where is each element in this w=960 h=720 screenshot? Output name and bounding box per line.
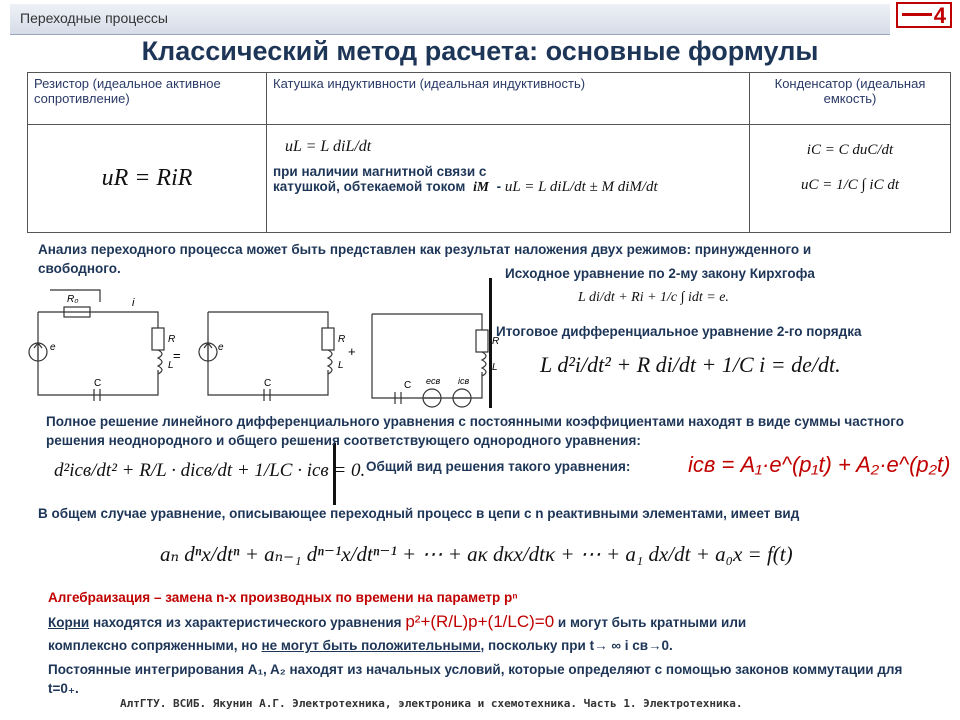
roots-text-3: комплексно сопряженными, но [48,638,258,653]
label-e-2: e [218,342,224,353]
label-c-3: C [404,380,412,391]
label-c: C [94,378,102,389]
circuit-full [29,290,181,401]
resistor-cell [28,125,267,233]
roots-text-1: находятся из характеристического уравнения [92,615,402,630]
r-resistor [152,328,164,350]
mutual-note-2: катушкой, обтекаемой током [273,179,466,194]
circuit-diagrams [20,280,500,415]
label-e: e [50,342,56,353]
general-solution-form: iсв = A₁·e^(p₁t) + A₂·e^(p₂t) [688,452,951,477]
capacitor-header: Конденсатор (идеальная емкость) [750,73,951,125]
label-l-2: L [338,360,344,371]
equal-sign: = [173,348,181,363]
roots-underlined: не могут быть положительными [261,638,481,653]
label-l: L [168,360,174,371]
capacitor-cell [750,125,951,233]
analysis-text: Анализ переходного процесса может быть представлен как результат наложения двух режимов: принужденного и свободного. [38,242,812,276]
section-title: Переходные процессы [20,10,168,26]
general-case-equation: aₙ dⁿx/dtⁿ + aₙ₋₁ dⁿ⁻¹x/dtⁿ⁻¹ + ⋯ + aκ dκx/dtκ + ⋯ + a₁ dx/dt + a₀x = f(t) [160,542,793,566]
resistor-formula: uR = RiR [101,165,193,191]
capacitor-formula-voltage: uC = 1/C ∫ iC dt [801,177,899,193]
roots-text-2: и могут быть кратными или [557,615,747,630]
label-r0: R₀ [67,294,79,305]
mutual-current: iM [473,179,489,194]
roots-text-4: , поскольку при t→ ∞ i св→0. [480,638,673,653]
label-i: i [132,297,135,309]
separator-1 [489,278,492,408]
label-i-sv: iсв [458,376,470,386]
mutual-note-1: при наличии магнитной связи с [273,164,487,179]
resistor-header: Резистор (идеальное активное сопротивление) [28,73,267,125]
label-r-3: R [492,336,500,347]
footer: АлтГТУ. ВСИБ. Якунин А.Г. Электротехника, электроника и схемотехника. Часть 1. Электротехника. [120,697,743,710]
general-case-text: В общем случае уравнение, описывающее переходный процесс в цепи с n реактивными элементами, имеет вид [38,506,800,521]
algebraization-line [48,590,518,605]
algebraization-text: – замена n-х производных по времени на параметр pⁿ [153,590,518,605]
roots-lead: Корни [48,615,90,630]
circuit-forced [199,312,356,401]
plus-sign: + [348,344,356,359]
page-title: Классический метод расчета: основные формулы [141,36,819,66]
kirchhoff-equation: L di/dt + Ri + 1/c ∫ idt = e. [578,290,729,305]
roots-line-2 [48,638,948,653]
diff-equation: L d²i/dt² + R di/dt + 1/C i = de/dt. [540,352,841,377]
roots-line-1 [48,612,948,632]
homogeneous-equation: d²iсв/dt² + R/L · diсв/dt + 1/LC · iсв = 0. [54,460,366,481]
inductor-header: Катушка индуктивности (идеальная индуктивность) [267,73,750,125]
label-e-sv: eсв [426,376,441,386]
inductor-formula: uL = L diL/dt [285,138,372,155]
label-c-2: C [264,378,272,389]
kirchhoff-title: Исходное уравнение по 2-му закону Кирхгофа [505,266,815,281]
capacitor-formula-current: iC = C duC/dt [806,142,894,158]
mutual-note-line2: катушкой, обтекаемой током iM - uL = L diL/dt ± M diM/dt [273,179,658,195]
diff-equation-title: Итоговое дифференциальное уравнение 2-го порядка [496,324,862,339]
inductor-cell [267,125,750,233]
label-r: R [168,334,176,345]
page-number: 4 [896,2,952,28]
general-solution-label: Общий вид решения такого уравнения: [366,459,631,474]
label-l-3: L [492,362,498,373]
circuit-free [372,314,499,407]
mutual-formula: uL = L diL/dt ± M diM/dt [504,179,658,195]
label-r-2: R [338,334,346,345]
constants-text: Постоянные интегрирования A₁, A₂ находят из начальных условий, которые определяют с помощью законов коммутации для t=0₊. [48,662,903,696]
algebraization-lead: Алгебраизация [48,590,151,605]
solution-text: Полное решение линейного дифференциального уравнения с постоянными коэффициентами находят в виде суммы частного решения неоднородного и общего решения соответствующего однородного уравнения: [46,414,904,448]
characteristic-equation: p²+(R/L)p+(1/LC)=0 [405,612,555,631]
elements-table [27,72,951,233]
